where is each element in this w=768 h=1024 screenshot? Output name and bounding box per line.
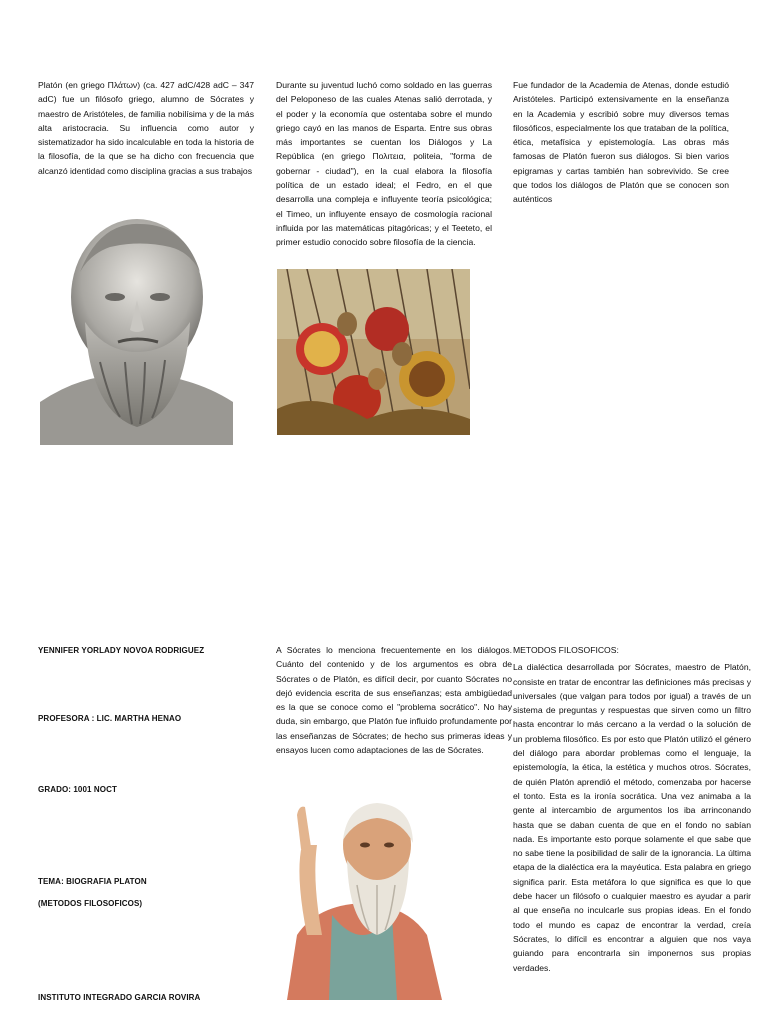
topic-label: TEMA: BIOGRAFIA PLATON: [38, 877, 147, 886]
grade-label: GRADO: 1001 NOCT: [38, 785, 117, 794]
plato-bust-image: [40, 202, 233, 445]
methods-paragraph: La dialéctica desarrollada por Sócrates, maestro de Platón, consiste en tratar de encontrar las definiciones más precisas y universales (que valgan para todos por igual) a través de un sistema de preguntas y respuestas que sirven como un filtro hasta encontrar lo más cercano a la verdad o la solución de un problema filosófico. Es por esto que Platón utilizó el género del diálogo para abordar problemas como el lenguaje, la epistemología, la ética, la estética y muchos otros. Sócrates, de quién Platón aprendió el método, comenzaba por hacerse el tonto. Esta es la ironía socrática. Una vez animaba a la gente al intercambio de argumentos los iba arrinconando hasta que se daban cuenta de que en el fondo no sabían nada. Es importante esto porque solamente el que sabe que no sabe tiene la posibilidad de salir de la ignorancia. La última etapa de la dialéctica era la mayéutica. Esta palabra en griego significa parir. Esta metáfora lo que significa es que lo que debe hacer un filósofo o cualquier maestro es ayudar a parir al que enseña no inculcarle sus propias ideas. En el fondo todo el mundo es capaz de encontrar la verdad, creía Sócrates, lo difícil es encontrar a alguien que nos vaya guiando para encontrarla sin imponernos sus propias verdades.: [513, 662, 751, 973]
intro-paragraph: Platón (en griego Πλάτων) (ca. 427 adC/428 adC – 347 adC) fue un filósofo griego, alumno de Sócrates y maestro de Aristóteles, de familia nobilísima y de la más alta aristocracia. Su influencia como autor y sistematizador ha sido incalculable en toda la historia de la filosofía, de la que se ha dicho con frecuencia que alcanzó identidad como disciplina gracias a sus trabajos: [38, 80, 254, 176]
teacher-name: PROFESORA : LIC. MARTHA HENAO: [38, 714, 182, 723]
subtopic-label: (METODOS FILOSOFICOS): [38, 899, 143, 908]
methods-section: [513, 643, 751, 975]
student-name: YENNIFER YORLADY NOVOA RODRIGUEZ: [38, 646, 205, 655]
methods-heading: METODOS FILOSOFICOS:: [513, 645, 619, 655]
youth-works-paragraph: Durante su juventud luchó como soldado en las guerras del Peloponeso de las cuales Atenas salió derrotada, y el poder y la economía que ostentaba sobre el mundo griego cayó en las manos de Esparta. Entre sus obras más importantes se cuentan los Diálogos y La República (en griego Πολιτεια, politeia, "forma de gobernar - ciudad"), en la cual elabora la filosofía política de un estado ideal; el Fedro, en el que desarrolla una compleja e influyente teoría psicológica; el Timeo, un influyente ensayo de cosmología racional influida por las matemáticas pitagóricas; y el Teeteto, el primer estudio conocido sobre filosofía de la ciencia.: [276, 80, 492, 248]
hoplite-battle-image: [277, 269, 470, 435]
socrates-paragraph: A Sócrates lo menciona frecuentemente en los diálogos. Cuánto del contenido y de los argumentos es obra de Sócrates o de Platón, es difícil decir, por cuanto Sócrates no dejó evidencia escrita de sus enseñanzas; esta ambigüedad es la que se conoce como el "problema socrático". No hay duda, sin embargo, que Platón fue influido profundamente por las enseñanzas de Sócrates; de hecho sus primeras ideas y ensayos lucen como adaptaciones de las de Sócrates.: [276, 645, 513, 756]
academy-paragraph: Fue fundador de la Academia de Atenas, donde estudió Aristóteles. Participó extensivamente en la enseñanza en la Academia y escribió sobre muy diversos temas filosóficos, especialmente los que trataban de la política, ética, metafísica y epistemología. Las obras más famosas de Platón fueron sus diálogos. Si bien varios epigramas y cartas también han sobrevivido. Se cree que todos los diálogos de Platón que se conocen son auténticos: [513, 80, 729, 205]
plato-pointing-image: [277, 785, 449, 1000]
school-name: INSTITUTO INTEGRADO GARCIA ROVIRA: [38, 993, 201, 1002]
